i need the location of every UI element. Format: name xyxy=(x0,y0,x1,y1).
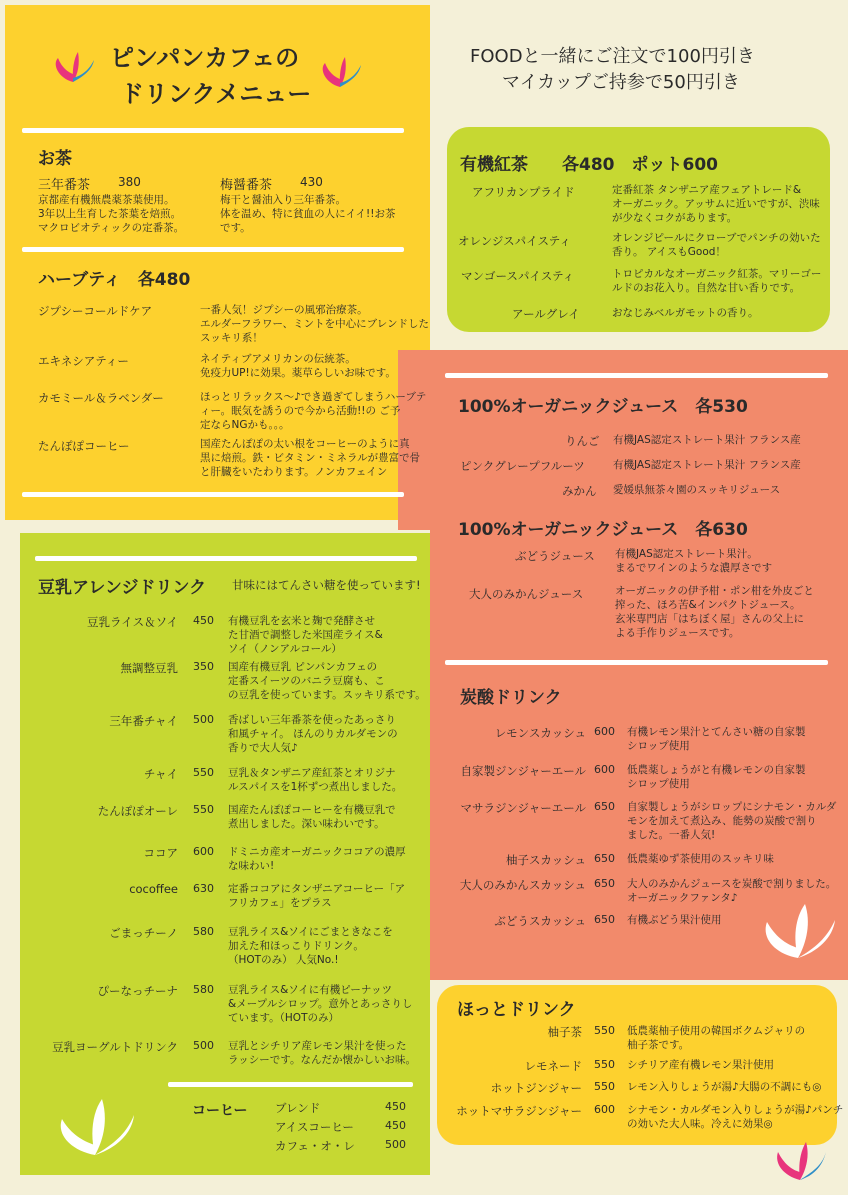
herb-item-name: カモミール＆ラベンダー xyxy=(38,391,164,405)
herb-item-name: エキネシアティー xyxy=(38,354,129,368)
juice530-item-name: みかん xyxy=(562,484,597,498)
coffee-item-name: アイスコーヒー xyxy=(275,1120,354,1134)
hot-item-name: 柚子茶 xyxy=(547,1025,582,1039)
ocha-item-price: 430 xyxy=(300,175,323,189)
tonyu-item-desc: 豆乳ライス&ソイに有機ピーナッツ &メープルシロップ。意外とあっさりし ています。（HOTのみ） xyxy=(228,984,413,1024)
tonyu-item-price: 500 xyxy=(193,713,214,726)
herb-item-name: たんぽぽコーヒー xyxy=(38,439,130,453)
divider xyxy=(22,247,404,252)
tonyu-item-desc: ドミニカ産オーガニックココアの濃厚 な味わい! xyxy=(228,846,406,872)
section-heading-ocha: お茶 xyxy=(38,149,72,169)
juice530-item-name: ピンクグレープフルーツ xyxy=(460,459,585,473)
hot-item-desc: シチリア産有機レモン果汁使用 xyxy=(627,1059,774,1071)
tansan-item-desc: 大人のみかんジュースを炭酸で割りました。 オーガニックファンタ♪ xyxy=(627,878,837,904)
splash-icon-left xyxy=(48,50,98,86)
kocha-item-desc: おなじみベルガモットの香り。 xyxy=(612,307,759,319)
juice530-item-desc: 愛媛県無茶々園のスッキリジュース xyxy=(613,484,781,496)
hot-item-price: 600 xyxy=(594,1103,615,1116)
kocha-item-desc: トロピカルなオーガニック紅茶。マリーゴー ルドのお花入り。自然な甘い香りです。 xyxy=(612,268,822,294)
kocha-item-name: オレンジスパイスティ xyxy=(458,234,571,248)
herb-item-desc: 一番人気！ジプシーの風邪治療茶。 エルダーフラワー、ミントを中心にブレンドした スッキリ系！ xyxy=(200,304,429,344)
tonyu-item-name: チャイ xyxy=(143,767,178,781)
tonyu-item-name: ごまっチーノ xyxy=(109,926,178,940)
tansan-item-price: 650 xyxy=(594,800,615,813)
divider xyxy=(35,556,417,561)
tansan-item-name: ぶどうスカッシュ xyxy=(494,914,586,928)
hot-item-desc: シナモン・カルダモン入りしょうが湯♪パンチ の効いた大人味。冷えに効果◎ xyxy=(627,1104,844,1130)
tonyu-item-name: 無調整豆乳 xyxy=(120,661,178,675)
juice530-item-desc: 有機JAS認定ストレート果汁 フランス産 xyxy=(613,434,801,446)
tonyu-item-desc: 香ばしい三年番茶を使ったあっさり 和風チャイ。 ほんのりカルダモンの 香りで大人気♪ xyxy=(228,714,398,754)
coffee-item-name: ブレンド xyxy=(275,1101,321,1115)
hot-item-desc: 低農薬柚子使用の韓国ボクムジャリの 柚子茶です。 xyxy=(627,1025,806,1051)
kocha-item-name: マンゴースパイスティ xyxy=(461,269,575,283)
tansan-item-name: 柚子スカッシュ xyxy=(505,853,586,867)
hot-item-price: 550 xyxy=(594,1080,615,1093)
coffee-item-price: 450 xyxy=(385,1100,406,1113)
tansan-item-desc: 低農薬しょうがと有機レモンの自家製 シロップ使用 xyxy=(627,764,806,790)
tonyu-item-desc: 豆乳ライス&ソイにごまときなこを 加えた和ほっこりドリンク。 （HOTのみ） 人気No.! xyxy=(228,926,393,966)
divider xyxy=(168,1082,413,1087)
herb-item-desc: ほっとリラックス～♪でき過ぎてしまうハーブテ ィー。眠気を誘うので今から活動!!の ご予 定ならNGかも。。。 xyxy=(200,391,427,431)
tansan-item-name: 自家製ジンジャーエール xyxy=(460,764,586,778)
tonyu-item-name: cocoffee xyxy=(129,882,178,896)
herb-item-desc: ネイティブアメリカンの伝統茶。 免疫力UP!に効果。薬草らしいお味です。 xyxy=(200,353,396,379)
page-title-line2: ドリンクメニュー xyxy=(120,80,312,108)
tansan-item-name: レモンスカッシュ xyxy=(494,726,586,740)
juice630-item-name: 大人のみかんジュース xyxy=(469,587,584,601)
kocha-item-name: アールグレイ xyxy=(512,307,580,321)
herb-item-name: ジプシーコールドケア xyxy=(38,304,153,318)
divider xyxy=(22,128,404,133)
tonyu-item-desc: 有機豆乳を玄米と麹で発酵させ た甘酒で調整した米国産ライス& ソイ（ノンアルコール） xyxy=(228,615,383,655)
kocha-item-desc: オレンジピールにクローブでパンチの効いた 香り。 アイスもGood！ xyxy=(612,232,821,258)
herb-item-desc: 国産たんぽぽの太い根をコーヒーのように真 黒に焙煎。鉄・ビタミン・ミネラルが豊富で骨 と肝臓をいたわります。ノンカフェイン xyxy=(200,438,421,478)
tonyu-item-desc: 定番ココアにタンザニアコーヒー「ア フリカフェ」をプラス xyxy=(228,883,406,909)
ocha-item-name: 三年番茶 xyxy=(38,178,91,193)
tonyu-item-name: ココア xyxy=(143,846,178,860)
tansan-item-price: 650 xyxy=(594,913,615,926)
tonyu-item-name: 豆乳ライス＆ソイ xyxy=(87,615,178,629)
section-heading-herb: ハーブティ 各480 xyxy=(38,270,191,290)
section-heading-juice630: 100%オーガニックジュース 各630 xyxy=(458,520,748,540)
tansan-item-price: 650 xyxy=(594,877,615,890)
ocha-item-desc: 京都産有機無農薬茶葉使用。 3年以上生育した茶葉を焙煎。 マクロビオティックの定番茶。 xyxy=(38,194,185,234)
discount-line2: マイカップご持参で50円引き xyxy=(502,72,740,93)
tansan-item-price: 600 xyxy=(594,763,615,776)
tonyu-item-price: 350 xyxy=(193,660,214,673)
discount-line1: FOODと一緒にご注文で100円引き xyxy=(470,46,755,67)
tansan-item-name: 大人のみかんスカッシュ xyxy=(459,878,586,892)
tonyu-item-name: たんぽぽオーレ xyxy=(97,804,178,818)
coffee-item-price: 500 xyxy=(385,1138,406,1151)
tonyu-item-desc: 国産たんぽぽコーヒーを有機豆乳で 煮出しました。深い味わいです。 xyxy=(228,804,396,830)
tonyu-item-price: 580 xyxy=(193,983,214,996)
coffee-item-name: カフェ・オ・レ xyxy=(275,1139,355,1153)
tonyu-note: 甘味にはてんさい糖を使っています! xyxy=(232,578,421,592)
juice530-item-desc: 有機JAS認定ストレート果汁 フランス産 xyxy=(613,459,801,471)
tonyu-item-desc: 豆乳とシチリア産レモン果汁を使った ラッシーです。なんだか懐かしいお味。 xyxy=(228,1040,416,1066)
ocha-item-desc: 梅干と醤油入り三年番茶。 体を温め、特に貧血の人にイイ!!お茶 です。 xyxy=(220,194,396,234)
tonyu-item-price: 580 xyxy=(193,925,214,938)
hot-item-name: レモネード xyxy=(524,1059,582,1073)
tonyu-item-price: 450 xyxy=(193,614,214,627)
juice630-item-name: ぶどうジュース xyxy=(515,549,595,563)
tonyu-item-price: 550 xyxy=(193,766,214,779)
tonyu-item-name: 豆乳ヨーグルトドリンク xyxy=(52,1040,178,1054)
hot-item-price: 550 xyxy=(594,1058,615,1071)
splash-icon-salmon xyxy=(755,900,841,962)
section-heading-tansan: 炭酸ドリンク xyxy=(460,688,562,708)
hot-item-desc: レモン入りしょうが湯♪大腸の不調にも◎ xyxy=(627,1081,822,1093)
juice630-item-desc: オーガニックの伊予柑・ポン柑を外皮ごと 搾った、ほろ苦&インパクトジュース。 玄米専門店「はちぼく屋」さんの父上に よる手作りジュースです。 xyxy=(615,585,814,639)
tansan-item-desc: 有機レモン果汁とてんさい糖の自家製 シロップ使用 xyxy=(627,726,806,752)
tonyu-item-name: ぴーなっチーナ xyxy=(97,984,178,998)
tansan-item-price: 650 xyxy=(594,852,615,865)
divider xyxy=(22,492,404,497)
hot-item-name: ホットジンジャー xyxy=(490,1081,582,1095)
tansan-item-desc: 有機ぶどう果汁使用 xyxy=(627,914,722,926)
tansan-item-desc: 自家製しょうがシロップにシナモン・カルダ モンを加えて煮込み、能勢の炭酸で割り ました。一番人気! xyxy=(627,801,837,841)
kocha-item-name: アフリカンプライド xyxy=(472,185,575,199)
kocha-item-desc: 定番紅茶 タンザニア産フェアトレード& オーガニック。アッサムに近いですが、渋味 が少なくコクがあります。 xyxy=(612,184,820,224)
coffee-item-price: 450 xyxy=(385,1119,406,1132)
splash-icon-right xyxy=(315,55,365,91)
hot-item-name: ホットマサラジンジャー xyxy=(456,1104,582,1118)
ocha-item-name: 梅醤番茶 xyxy=(220,178,273,193)
section-heading-coffee: コーヒー xyxy=(192,1103,248,1119)
tonyu-item-desc: 豆乳＆タンザニア産紅茶とオリジナ ルスパイスを1杯ずつ煮出しました。 xyxy=(228,767,403,793)
tonyu-item-price: 500 xyxy=(193,1039,214,1052)
juice630-item-desc: 有機JAS認定ストレート果汁。 まるでワインのような濃厚さです xyxy=(615,548,773,574)
tansan-item-price: 600 xyxy=(594,725,615,738)
tonyu-item-price: 550 xyxy=(193,803,214,816)
tansan-item-desc: 低農薬ゆず茶使用のスッキリ味 xyxy=(627,853,774,865)
divider xyxy=(445,373,828,378)
section-heading-tonyu: 豆乳アレンジドリンク xyxy=(38,578,207,598)
section-heading-juice530: 100%オーガニックジュース 各530 xyxy=(458,397,748,417)
tonyu-item-price: 630 xyxy=(193,882,214,895)
ocha-item-price: 380 xyxy=(118,175,141,189)
section-heading-kocha: 有機紅茶 各480 ポット600 xyxy=(460,155,718,175)
tonyu-item-price: 600 xyxy=(193,845,214,858)
page-title-line1: ピンパンカフェの xyxy=(110,44,300,72)
hot-item-price: 550 xyxy=(594,1024,615,1037)
juice530-item-name: りんご xyxy=(565,434,600,448)
tansan-item-name: マサラジンジャーエール xyxy=(460,801,586,815)
tonyu-item-name: 三年番チャイ xyxy=(109,714,178,728)
splash-icon-green xyxy=(50,1095,140,1159)
section-heading-hot: ほっとドリンク xyxy=(457,1000,576,1020)
splash-icon-bottom xyxy=(770,1140,830,1182)
tonyu-item-desc: 国産有機豆乳 ピンパンカフェの 定番スイーツのバニラ豆腐も、こ の豆乳を使っています。スッキリ系です。 xyxy=(228,661,426,701)
divider xyxy=(445,660,828,665)
